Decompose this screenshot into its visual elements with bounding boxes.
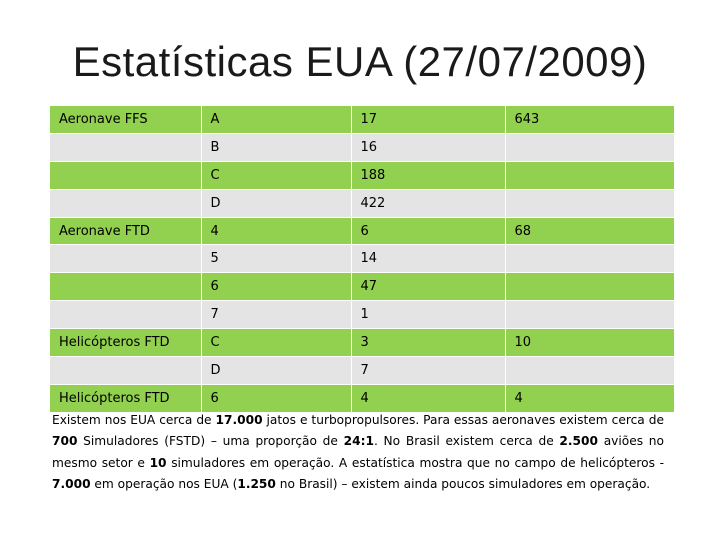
level-cell: 6 bbox=[201, 384, 351, 412]
category-cell bbox=[50, 357, 201, 385]
note-text: . No Brasil existem cerca de bbox=[373, 434, 560, 449]
total-cell: 643 bbox=[505, 106, 674, 133]
count-cell: 6 bbox=[351, 217, 505, 245]
table-row bbox=[50, 384, 674, 412]
table-row bbox=[50, 161, 674, 189]
count-cell: 16 bbox=[351, 133, 505, 161]
level-cell: C bbox=[201, 329, 351, 357]
table-row bbox=[50, 133, 674, 161]
note-text: no Brasil) – existem ainda poucos simuladores em operação. bbox=[275, 476, 651, 491]
count-cell: 14 bbox=[351, 245, 505, 273]
count-cell: 17 bbox=[351, 106, 505, 133]
table-row bbox=[50, 189, 674, 217]
table-row bbox=[50, 245, 674, 273]
category-cell: Helicópteros FTD bbox=[50, 384, 201, 412]
level-cell: 6 bbox=[201, 273, 351, 301]
note-text: em operação nos EUA ( bbox=[90, 476, 238, 491]
count-cell: 1 bbox=[351, 301, 505, 329]
category-cell: Aeronave FTD bbox=[50, 217, 201, 245]
total-cell bbox=[505, 245, 674, 273]
level-cell: 7 bbox=[201, 301, 351, 329]
count-cell: 7 bbox=[351, 357, 505, 385]
table-row bbox=[50, 329, 674, 357]
note-text: Existem nos EUA cerca de bbox=[52, 413, 216, 427]
total-cell: 68 bbox=[505, 217, 674, 245]
note-figure: 7.000 bbox=[52, 476, 91, 491]
note-text: aviões no mesmo setor e bbox=[52, 434, 664, 470]
level-cell: D bbox=[201, 357, 351, 385]
category-cell: Aeronave FFS bbox=[50, 106, 201, 133]
note-text: simuladores em operação. A estatística mostra que no campo de helicópteros - bbox=[166, 455, 664, 470]
total-cell bbox=[505, 273, 674, 301]
table-row bbox=[50, 217, 674, 245]
table-row bbox=[50, 106, 674, 133]
table-row bbox=[50, 273, 674, 301]
category-cell bbox=[50, 189, 201, 217]
table-row bbox=[50, 301, 674, 329]
level-cell: 5 bbox=[201, 245, 351, 273]
note-text: Simuladores (FSTD) – uma proporção de bbox=[77, 434, 344, 449]
note-figure: 700 bbox=[52, 434, 78, 449]
table-row bbox=[50, 357, 674, 385]
category-cell bbox=[50, 301, 201, 329]
total-cell: 4 bbox=[505, 384, 674, 412]
category-cell: Helicópteros FTD bbox=[50, 329, 201, 357]
note-figure: 17.000 bbox=[215, 413, 263, 427]
summary-paragraph bbox=[52, 410, 664, 495]
count-cell: 188 bbox=[351, 161, 505, 189]
level-cell: B bbox=[201, 133, 351, 161]
category-cell bbox=[50, 273, 201, 301]
category-cell bbox=[50, 245, 201, 273]
level-cell: C bbox=[201, 161, 351, 189]
total-cell bbox=[505, 301, 674, 329]
note-figure: 10 bbox=[149, 455, 167, 470]
slide-title: Estatísticas EUA (27/07/2009) bbox=[72, 38, 648, 85]
level-cell: A bbox=[201, 106, 351, 133]
note-figure: 24:1 bbox=[343, 434, 374, 449]
statistics-table bbox=[50, 106, 675, 413]
total-cell: 10 bbox=[505, 329, 674, 357]
total-cell bbox=[505, 189, 674, 217]
note-text: jatos e turbopropulsores. Para essas aeronaves existem cerca de bbox=[262, 413, 664, 427]
level-cell: D bbox=[201, 189, 351, 217]
count-cell: 4 bbox=[351, 384, 505, 412]
note-figure: 2.500 bbox=[559, 434, 598, 449]
category-cell bbox=[50, 133, 201, 161]
total-cell bbox=[505, 133, 674, 161]
count-cell: 3 bbox=[351, 329, 505, 357]
total-cell bbox=[505, 161, 674, 189]
note-figure: 1.250 bbox=[237, 476, 276, 491]
level-cell: 4 bbox=[201, 217, 351, 245]
count-cell: 422 bbox=[351, 189, 505, 217]
count-cell: 47 bbox=[351, 273, 505, 301]
total-cell bbox=[505, 357, 674, 385]
category-cell bbox=[50, 161, 201, 189]
